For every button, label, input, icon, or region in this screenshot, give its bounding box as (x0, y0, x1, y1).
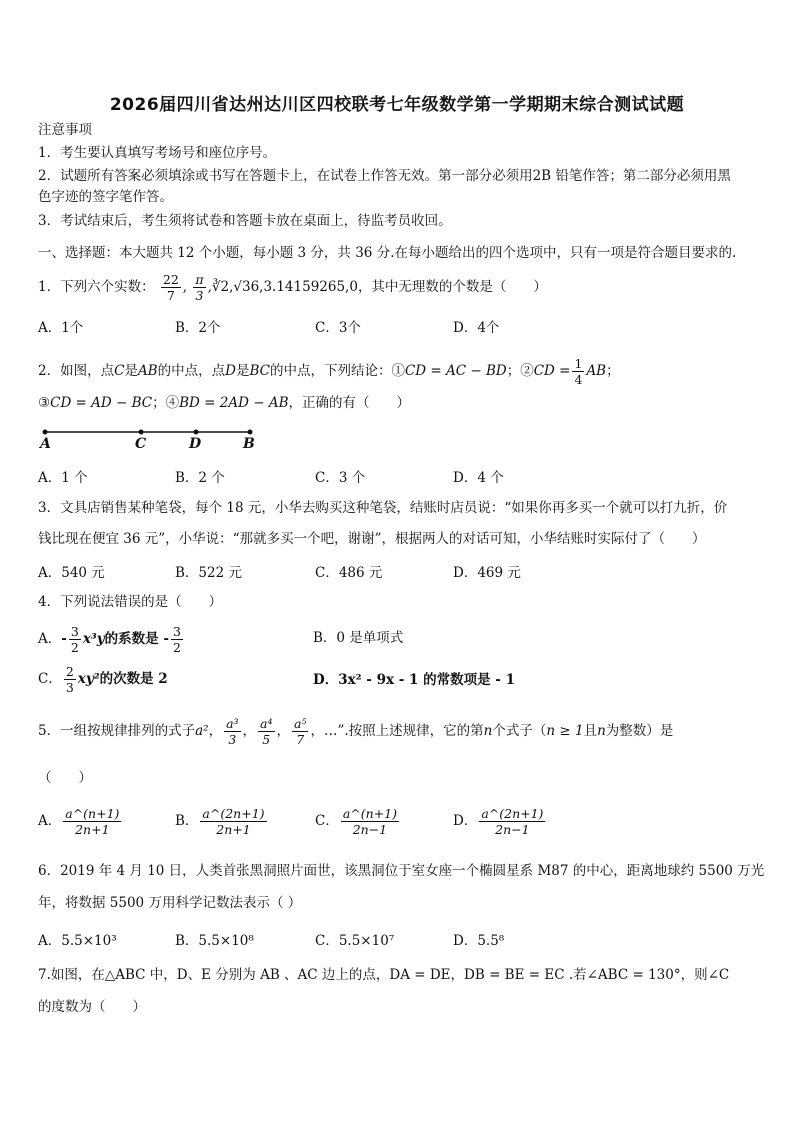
q1-option-b[interactable]: B．2个 (175, 320, 221, 336)
fraction-pi-3: $\frac{\pi}{3}$ (195, 272, 204, 303)
q5-option-a[interactable]: A． $\frac{a\^{}(n+1)}{2n+1}$ (38, 806, 120, 837)
question-4-option-d[interactable]: D．3x² - 9x - 1 的常数项是 - 1 (313, 672, 515, 688)
question-3-line-1: 3．文具店销售某种笔袋，每个 18 元，小华去购买这种笔袋，结账时店员说：“如果你再多买一个就可以打九折，价 (38, 500, 728, 516)
point-a-label: A (40, 436, 51, 452)
point-b-dot (248, 430, 253, 435)
notice-item-3: 3．考试结束后，考生须将试卷和答题卡放在桌面上，待监考员收回。 (38, 213, 452, 229)
question-2-options (38, 466, 758, 488)
q6-option-d[interactable]: D．5.5⁸ (453, 933, 505, 949)
question-4-option-b[interactable]: B．0 是单项式 (313, 630, 404, 646)
q2-option-a[interactable]: A．1 个 (38, 470, 88, 486)
point-d-label: D (189, 436, 202, 452)
question-1-prefix: 1．下列六个实数： (38, 279, 155, 295)
question-2-line-2: ③CD = AD − BC；④BD = 2AD − AB，正确的有（ ） (38, 395, 410, 411)
question-7-line-2: 的度数为（ ） (38, 999, 146, 1015)
q1-option-a[interactable]: A．1个 (38, 320, 84, 336)
q1-option-d[interactable]: D．4个 (453, 320, 500, 336)
fraction-1-4: $\frac{1}{4}$ (574, 356, 583, 387)
segment-line (40, 426, 260, 440)
q2-option-c[interactable]: C．3 个 (315, 470, 366, 486)
question-5-paren: （ ） (38, 770, 92, 786)
question-3-options (38, 561, 758, 583)
notice-item-2: 2．试题所有答案必须填涂或书写在答题卡上，在试卷上作答无效。第一部分必须用2B 铅笔作答；第二部分必须用黑 (38, 168, 731, 184)
notice-item-1: 1．考生要认真填写考场号和座位序号。 (38, 145, 277, 161)
notice-item-2-cont: 色字迹的签字笔作答。 (38, 189, 173, 205)
point-a-dot (43, 430, 48, 435)
question-5-options (38, 806, 758, 846)
section-heading: 一、选择题：本大题共 12 个小题，每小题 3 分，共 36 分.在每小题给出的四个选项中，只有一项是符合题目要求的. (38, 245, 737, 261)
q5-option-d[interactable]: D． $\frac{a\^{}(2n+1)}{2n-1}$ (453, 806, 544, 837)
q3-option-d[interactable]: D．469 元 (453, 565, 521, 581)
question-7-line-1: 7.如图，在△ABC 中，D、E 分别为 AB 、AC 边上的点，DA = DE，DB = BE = EC .若∠ABC = 130°，则∠C (38, 967, 730, 983)
segment-diagram (40, 426, 260, 456)
question-2-line-1: 2．如图，点C是AB的中点，点D是BC的中点，下列结论：①CD = AC − BD；②CD = $\frac{1}{4}$ AB； (38, 356, 620, 387)
q3-option-b[interactable]: B．522 元 (175, 565, 242, 581)
question-5-stem: 5．一组按规律排列的式子a²， $\frac{\text{a³}}{3}$ ， $\frac{\text{a⁴}}{5}$ ， $\frac{\text{a⁵}}{7}$ ，…”.按照上述规律，它的第n个式子（n ≥ 1且n为整数）是 (38, 716, 674, 747)
question-1-options (38, 316, 758, 338)
q2-option-d[interactable]: D．4 个 (453, 470, 504, 486)
q5-option-c[interactable]: C． $\frac{a\^{}(n+1)}{2n-1}$ (315, 806, 398, 837)
question-1-expression: ∛2,√36,3.14159265,0 (211, 279, 358, 295)
question-6-options (38, 929, 758, 951)
question-6-line-1: 6．2019 年 4 月 10 日，人类首张黑洞照片面世，该黑洞位于室女座一个椭圆星系 M87 的中心，距离地球约 5500 万光 (38, 863, 765, 879)
q2-option-b[interactable]: B．2 个 (175, 470, 225, 486)
q6-option-a[interactable]: A．5.5×10³ (38, 933, 117, 949)
point-d-dot (194, 430, 199, 435)
question-4-stem: 4．下列说法错误的是（ ） (38, 594, 223, 610)
question-6-line-2: 年，将数据 5500 万用科学记数法表示（ ） (38, 895, 302, 911)
q6-option-b[interactable]: B．5.5×10⁸ (175, 933, 254, 949)
question-1: 1．下列六个实数： $\frac{22}{7}$ , $\frac{\pi}{3}$ ,∛2,√36,3.14159265,0，其中无理数的个数是（ ） (38, 272, 547, 303)
point-b-label: B (243, 436, 255, 452)
q3-option-a[interactable]: A．540 元 (38, 565, 105, 581)
q5-option-b[interactable]: B． $\frac{a\^{}(2n+1)}{2n+1}$ (175, 806, 265, 837)
question-4-option-a[interactable]: A．- $\frac{3}{2}$ x³y的系数是 - $\frac{3}{2}$ (38, 624, 181, 655)
question-4-option-c[interactable]: C． $\frac{2}{3}$ xy²的次数是 2 (38, 664, 168, 695)
point-c-dot (139, 430, 144, 435)
q3-option-c[interactable]: C．486 元 (315, 565, 383, 581)
q6-option-c[interactable]: C．5.5×10⁷ (315, 933, 395, 949)
page-title: 2026届四川省达州达川区四校联考七年级数学第一学期期末综合测试试题 (109, 95, 685, 115)
question-3-line-2: 钱比现在便宜 36 元”，小华说：“那就多买一个吧，谢谢”，根据两人的对话可知，小华结账时实际付了（ ） (38, 531, 706, 547)
fraction-22-7: $\frac{22}{7}$ (162, 272, 179, 303)
question-1-suffix: ，其中无理数的个数是（ ） (357, 279, 547, 295)
point-c-label: C (135, 436, 147, 452)
notice-heading: 注意事项 (38, 122, 92, 138)
q1-option-c[interactable]: C．3个 (315, 320, 361, 336)
